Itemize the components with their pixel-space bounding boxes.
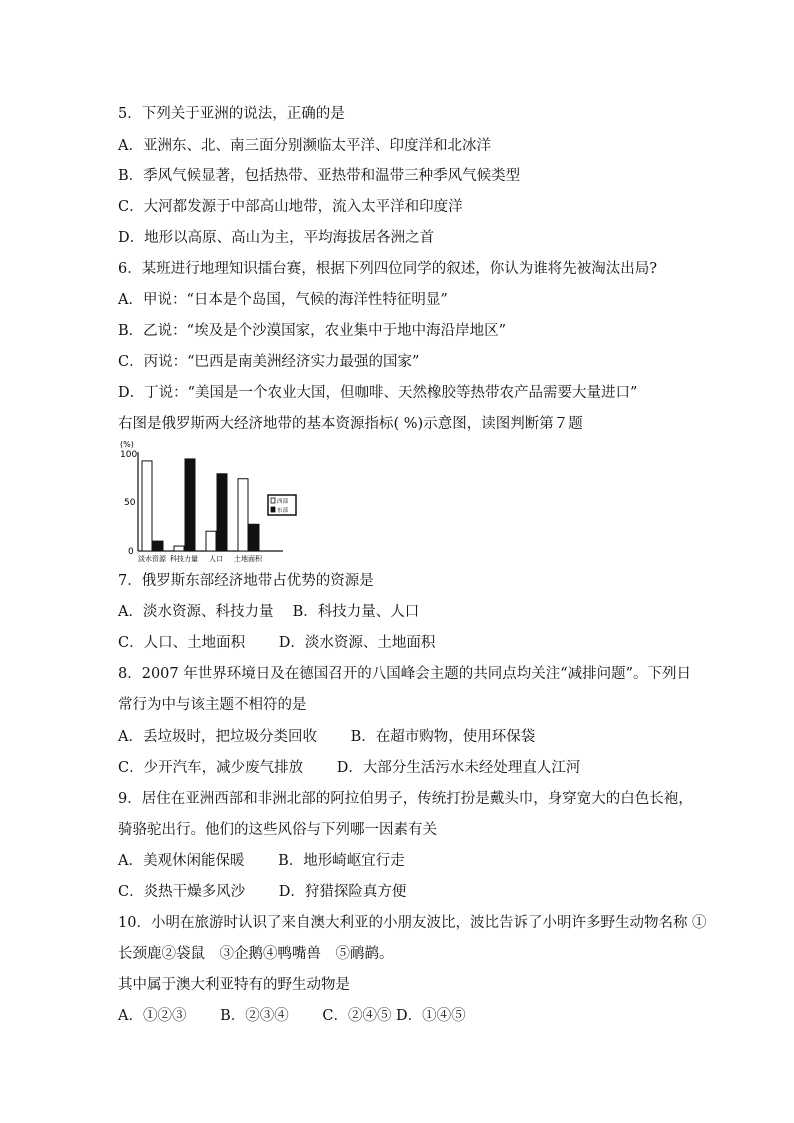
q7-options-ab: A．淡水资源、科技力量 B．科技力量、人口	[118, 604, 420, 620]
q10-stem-line2: 长颈鹿②袋鼠 ③企鹅④鸭嘴兽 ⑤鸸鹋。	[118, 946, 394, 962]
legend-label-west: 西部	[277, 499, 289, 505]
bar-land-area-east	[249, 524, 259, 551]
q8-options-cd: C．少开汽车，减少废气排放 D．大部分生活污水未经处理直人江河	[118, 760, 581, 776]
category-label-population: 人口	[209, 555, 223, 563]
q6-option-b: B．乙说：“埃及是个沙漠国家，农业集中于地中海沿岸地区”	[118, 323, 506, 339]
legend-swatch-east	[271, 507, 275, 512]
chart-svg	[118, 438, 298, 566]
q5-stem: 5．下列关于亚洲的说法，正确的是	[118, 106, 345, 122]
q8-stem-line1: 8．2007 年世界环境日及在德国召开的八国峰会主题的共同点均关注“减排问题”。下列日	[118, 666, 692, 682]
q9-stem-line2: 骑骆驼出行。他们的这些风俗与下列哪一因素有关	[118, 822, 437, 838]
bar-population-east	[217, 474, 227, 551]
q5-option-a: A．亚洲东、北、南三面分别濒临太平洋、印度洋和北冰洋	[118, 138, 491, 154]
category-label-freshwater: 淡水资源	[138, 555, 166, 563]
legend-swatch-west	[271, 498, 275, 503]
y-axis-unit: (%)	[120, 440, 134, 449]
bar-land-area-west	[238, 479, 248, 551]
bars-group	[142, 459, 259, 551]
q5-option-d: D．地形以高原、高山为主，平均海拔居各洲之首	[118, 230, 435, 246]
figure-intro: 右图是俄罗斯两大经济地带的基本资源指标( %)示意图，读图判断第７题	[118, 416, 583, 432]
q9-options-cd: C．炎热干燥多风沙 D．狩猎探险真方便	[118, 884, 407, 900]
q6-option-d: D．丁说：“美国是一个农业大国，但咖啡、天然橡胶等热带农产品需要大量进口”	[118, 385, 638, 401]
bar-freshwater-east	[153, 541, 163, 551]
q5-option-b: B．季风气候显著，包括热带、亚热带和温带三种季风气候类型	[118, 168, 521, 184]
q9-stem-line1: 9．居住在亚洲西部和非洲北部的阿拉伯男子，传统打扮是戴头巾，身穿宽大的白色长袍，	[118, 791, 693, 807]
q7-stem: 7．俄罗斯东部经济地带占优势的资源是	[118, 573, 374, 589]
bar-population-west	[206, 531, 216, 551]
q10-options: A．①②③ B．②③④ C．②④⑤ D．①④⑤	[118, 1008, 466, 1024]
category-label-land-area: 土地面积	[234, 555, 262, 563]
q7-options-cd: C．人口、土地面积 D．淡水资源、土地面积	[118, 635, 436, 651]
legend-label-east: 东部	[277, 508, 289, 514]
bar-technology-west	[174, 546, 184, 551]
y-tick-0: 0	[128, 547, 134, 557]
y-tick-50: 50	[124, 498, 136, 508]
category-labels-group	[138, 554, 263, 563]
q8-options-ab: A．丢垃圾时，把垃圾分类回收 B．在超市购物，使用环保袋	[118, 729, 536, 745]
q8-stem-line2: 常行为中与该主题不相符的是	[118, 697, 307, 713]
q6-option-c: C．丙说：“巴西是南美洲经济实力最强的国家”	[118, 354, 420, 370]
resource-bar-chart	[118, 438, 298, 566]
category-label-technology: 科技力量	[170, 555, 198, 563]
y-tick-100: 100	[120, 450, 138, 460]
q5-option-c: C．大河都发源于中部高山地带，流入太平洋和印度洋	[118, 199, 463, 215]
q6-stem: 6．某班进行地理知识擂台赛，根据下列四位同学的叙述，你认为谁将先被淘汰出局?	[118, 261, 657, 277]
q6-option-a: A．甲说：“日本是个岛国，气候的海洋性特征明显”	[118, 292, 448, 308]
q10-stem-line3: 其中属于澳大利亚特有的野生动物是	[118, 977, 350, 993]
q10-stem-line1: 10．小明在旅游时认识了来自澳大利亚的小朋友波比，波比告诉了小明许多野生动物名称 ①	[118, 915, 707, 931]
bar-freshwater-west	[142, 461, 152, 551]
bar-technology-east	[185, 459, 195, 551]
q9-options-ab: A．美观休闲能保暖 B．地形崎岖宜行走	[118, 853, 405, 869]
